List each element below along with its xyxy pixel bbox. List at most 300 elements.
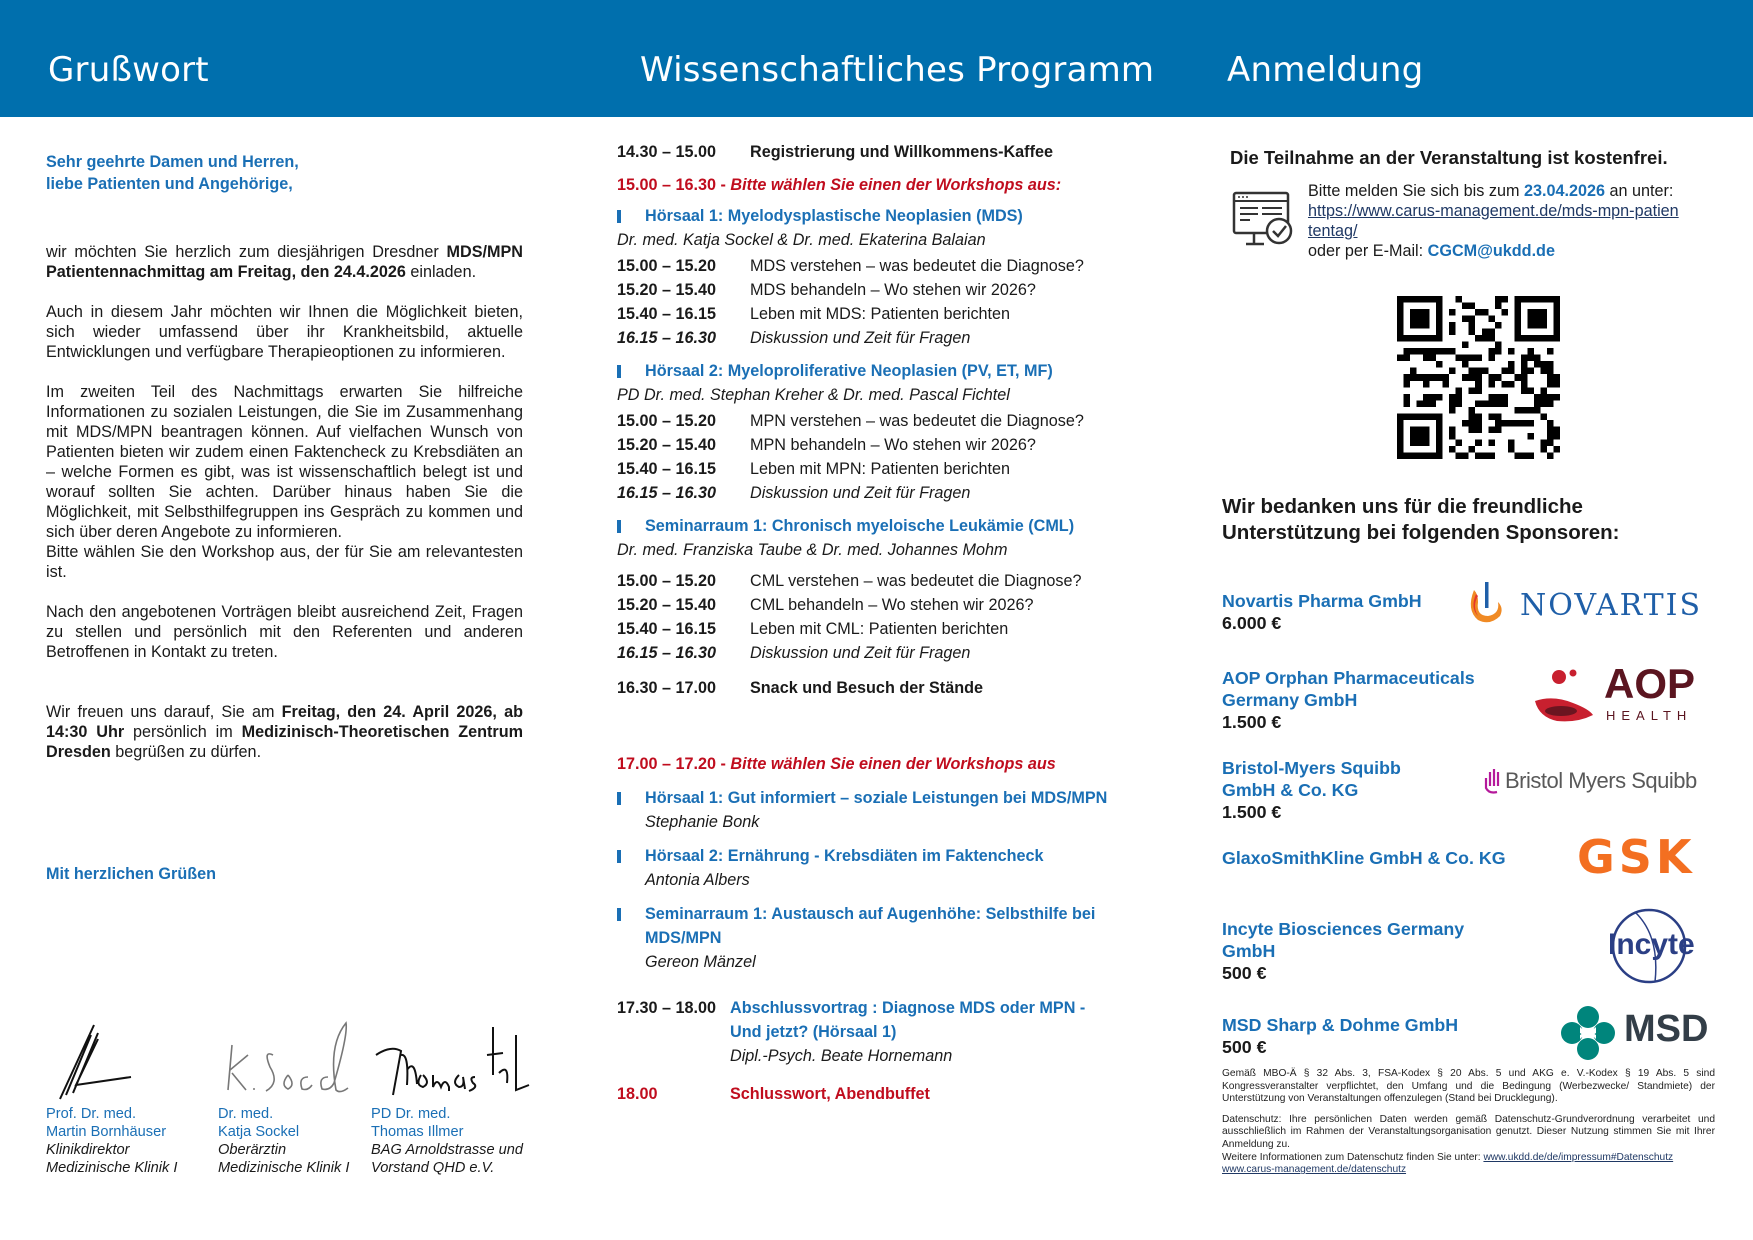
paragraph-invitation [46,242,523,282]
paragraph-time-questions: Nach den angebotenen Vorträgen bleibt ausreichend Zeit, Fragen zu stellen und persönlich mit den Referenten und anderen Betroffenen in Kontakt zu treten. [46,603,523,661]
workshop-title: Seminarraum 1: Chronisch myeloische Leukämie (CML) [645,517,1075,535]
deadline-date: 23.04.2026 [1523,182,1605,200]
workshop-title: Seminarraum 1: Austausch auf Augenhöhe: Selbsthilfe bei MDS/MPN [645,905,1096,947]
aop-logo-subtext: HEALTH [1606,708,1693,723]
aop-drop-icon [1533,665,1598,725]
schedule-row-snack [617,676,1177,700]
workshop-list-1 [617,204,1177,665]
closing-talk-speaker: Dipl.-Psych. Beate Hornemann [730,1047,953,1065]
qr-module [1553,426,1560,433]
qr-module [1475,309,1482,316]
block-instruction: Bitte wählen Sie einen der Workshops aus: [730,176,1062,194]
incyte-logo-text: Incyte [1608,928,1695,961]
deadline-text: Bitte melden Sie sich bis zum [1308,182,1524,200]
novartis-logo [1466,580,1506,631]
qr-module [1508,439,1515,446]
workshop-title-row [617,514,1177,538]
sponsor-amount: 6.000 € [1222,613,1282,633]
qr-module [1488,426,1495,433]
qr-module [1495,303,1502,310]
qr-module [1449,407,1456,414]
qr-module [1547,394,1554,401]
schedule-row-final [617,1082,1177,1106]
qr-module [1456,296,1463,303]
workshop-speakers: PD Dr. med. Stephan Kreher & Dr. med. Pascal Fichtel [617,386,1010,404]
closing-talk-title: Abschlussvortrag : Diagnose MDS oder MPN - Und jetzt? (Hörsaal 1) [730,999,1086,1041]
sponsor-name: AOP Orphan Pharmaceuticals Germany GmbH [1222,668,1475,710]
qr-module [1495,394,1502,401]
qr-module [1540,368,1547,375]
qr-module [1462,420,1469,427]
signatory-2 [218,1015,358,1177]
time-label: 18.00 [617,1085,658,1103]
qr-module [1462,316,1469,323]
qr-module [1521,420,1528,427]
bullet-bar-icon [617,792,621,805]
sponsor-amount: 1.500 € [1222,712,1282,732]
session-row [617,641,1177,665]
qr-module [1417,348,1424,355]
novartis-logo-text: NOVARTIS [1520,588,1703,623]
qr-module [1475,400,1482,407]
qr-module [1527,433,1534,440]
qr-module [1547,439,1554,446]
qr-module [1527,420,1534,427]
registration-url-link[interactable]: https://www.carus-management.de/mds-mpn-patiententag/ [1308,202,1679,240]
qr-module [1501,309,1508,316]
qr-module [1462,303,1469,310]
qr-module [1521,361,1528,368]
workshop-speaker: Antonia Albers [645,871,750,889]
paragraph-second-part: Im zweiten Teil des Nachmittags erwarten Sie hilfreiche Informationen zu sozialen Leistungen, die Sie im Zusammenhang mit MDS/MPN beantragen können. Auf vielfachen Wunsch von Patienten bieten wir zudem einen Faktencheck zu Krebsdiäten an – welche Formen es gibt, was ist wissenschaftlich belegt ist und worauf sollten Sie achten. Darüber hinaus haben Sie die Möglichkeit, mit Selbsthilfegruppen ins Gespräch zu kommen und sich über deren Angebote zu informieren. [46,383,523,541]
workshop-1 [617,204,1177,350]
invitation-event: MDS/MPN Patientennachmittag am Freitag, den 24.4.2026 [46,243,523,281]
qr-module [1527,348,1534,355]
workshop-title: Hörsaal 2: Ernährung - Krebsdiäten im Faktencheck [645,847,1044,865]
qr-module [1475,387,1482,394]
qr-module [1547,361,1554,368]
session-label: MDS behandeln – Wo stehen wir 2026? [750,281,1036,299]
signature-sockel-icon [218,1015,358,1105]
paragraph-welcome [46,702,523,762]
signatory-title: Prof. Dr. med. [46,1106,137,1122]
time-label: 14.30 – 15.00 [617,143,717,161]
qr-module [1423,400,1430,407]
msd-logo [1560,1005,1616,1066]
qr-module [1521,381,1528,388]
session-label: MDS verstehen – was bedeutet die Diagnose? [750,257,1084,275]
qr-module [1423,381,1430,388]
session-row [617,326,1177,350]
qr-module [1540,413,1547,420]
qr-module [1462,342,1469,349]
session-time: 16.15 – 16.30 [617,484,717,502]
workshop-title-row [617,204,1177,228]
qr-module [1404,381,1411,388]
qr-module [1547,400,1554,407]
qr-module [1553,374,1560,381]
sponsor-name: GlaxoSmithKline GmbH & Co. KG [1222,848,1506,868]
qr-module [1456,387,1463,394]
signatory-role: BAG Arnoldstrasse und [371,1142,523,1158]
ukdd-privacy-link[interactable]: www.ukdd.de/de/impressum#Datenschutz [1483,1151,1674,1163]
sponsor-amount: 500 € [1222,963,1267,983]
sponsors-heading: Wir bedanken uns für die freundliche Unterstützung bei folgenden Sponsoren: [1222,495,1620,544]
session-time: 15.20 – 15.40 [617,436,717,454]
qr-module [1404,400,1411,407]
qr-module [1475,374,1482,381]
qr-module [1469,420,1476,427]
qr-module [1469,322,1476,329]
qr-module [1527,355,1534,362]
qr-module [1488,329,1495,336]
closing-greeting: Mit herzlichen Grüßen [46,865,216,883]
qr-module [1417,374,1424,381]
qr-module [1456,452,1463,459]
session-row [617,457,1177,481]
qr-module [1547,381,1554,388]
salutation-line-1: Sehr geehrte Damen und Herren, [46,153,299,171]
qr-module [1482,368,1489,375]
email-link[interactable]: CGCM@ukdd.de [1427,242,1555,260]
qr-module [1527,368,1534,375]
session-time: 15.20 – 15.40 [617,281,717,299]
qr-module [1540,446,1547,453]
qr-module [1404,348,1411,355]
late-workshop-3 [617,902,1177,974]
session-label: Leben mit MPN: Patienten berichten [750,460,1011,478]
qr-module [1553,433,1560,440]
bms-hand-icon [1483,766,1503,796]
session-time: 16.15 – 16.30 [617,329,717,347]
late-workshop-1 [617,786,1177,834]
signatory-role: Oberärztin [218,1142,287,1158]
qr-module [1462,374,1469,381]
block-time: 15.00 – 16.30 [617,176,717,194]
qr-module [1534,407,1541,414]
bullet-bar-icon [617,365,621,378]
qr-module [1495,426,1502,433]
qr-module [1488,400,1495,407]
session-time: 15.00 – 15.20 [617,257,717,275]
qr-module [1547,348,1554,355]
qr-module [1488,335,1495,342]
signatory-title: PD Dr. med. [371,1106,451,1122]
bms-logo [1483,766,1503,801]
qr-module [1469,446,1476,453]
qr-module [1482,400,1489,407]
salutation-line-2: liebe Patienten und Angehörige, [46,175,293,193]
qr-module [1469,355,1476,362]
qr-module [1482,309,1489,316]
signatory-role: Klinikdirektor [46,1142,130,1158]
qr-module [1475,355,1482,362]
qr-module [1495,400,1502,407]
qr-module [1495,348,1502,355]
qr-module [1449,426,1456,433]
time-label: 16.30 – 17.00 [617,679,717,697]
qr-module [1508,446,1515,453]
signature-bornhaeuser-icon [46,1015,156,1105]
qr-module [1449,400,1456,407]
disclosure-note: Gemäß MBO-Ä § 32 Abs. 3, FSA-Kodex § 20 Abs. 5 und AKG e. V.-Kodex § 19 Abs. 5 sind Kongressveranstalter verpflichtet, den Umfang und die Bedingung (Werbezwecke/ Standmiete) der Unterstützung von Veranstaltungen offenzulegen (Stand bei Drucklegung). [1222,1068,1715,1105]
qr-module [1521,368,1528,375]
sponsor-amount: 500 € [1222,1037,1267,1057]
qr-module [1508,348,1515,355]
privacy-note: Datenschutz: Ihre persönlichen Daten werden gemäß Datenschutz-Grundverordnung verarbeitet und ausschließlich im Rahmen der Veranstaltungsorganisation genutzt. Dieser Nutzung stimmen Sie mit Ihrer Anmeldung zu. [1222,1113,1715,1150]
qr-module [1547,374,1554,381]
session-label: CML verstehen – was bedeutet die Diagnose? [750,572,1082,590]
qr-module [1488,316,1495,323]
qr-module [1508,361,1515,368]
qr-module [1482,452,1489,459]
email-line [1308,241,1683,261]
session-row [617,569,1177,593]
registration-info [1222,181,1717,261]
qr-module [1469,329,1476,336]
qr-module [1404,394,1411,401]
qr-module [1495,296,1502,303]
invitation-text: wir möchten Sie herzlich zum diesjährigen Dresdner [46,243,447,261]
bms-logo-text: Bristol Myers Squibb [1505,768,1697,793]
bullet-bar-icon [617,850,621,863]
program-column [617,140,1177,1106]
welcome-venue: Medizinisch-Theoretischen Zentrum Dresden [46,723,524,761]
session-label: Leben mit CML: Patienten berichten [750,620,1009,638]
qr-module [1547,426,1554,433]
session-time: 16.15 – 16.30 [617,644,717,662]
qr-module [1475,439,1482,446]
registration-deadline-line [1308,181,1683,201]
program-title: Wissenschaftliches Programm [640,50,1155,90]
session-time: 15.00 – 15.20 [617,412,717,430]
qr-module [1547,433,1554,440]
qr-module [1469,407,1476,414]
session-row [617,433,1177,457]
qr-module [1521,452,1528,459]
qr-module [1449,433,1456,440]
qr-module [1527,452,1534,459]
qr-module [1547,368,1554,375]
session-label: Registrierung und Willkommens-Kaffee [750,143,1053,161]
workshop-block-2-header [617,752,1177,776]
qr-module [1443,374,1450,381]
qr-module [1449,368,1456,375]
session-row [617,593,1177,617]
signature-illmer-icon [371,1015,531,1105]
qr-module [1508,381,1515,388]
qr-module [1508,368,1515,375]
qr-module [1475,368,1482,375]
welcome-text-3: begrüßen zu dürfen. [110,743,262,761]
qr-module [1462,355,1469,362]
qr-module [1514,407,1521,414]
carus-privacy-link[interactable]: www.carus-management.de/datenschutz [1222,1164,1407,1176]
qr-code-icon[interactable] [1397,296,1560,459]
session-label: MPN behandeln – Wo stehen wir 2026? [750,436,1036,454]
welcome-text-2: persönlich im [124,723,242,741]
qr-module [1462,361,1469,368]
qr-module [1410,368,1417,375]
signatory-role: Medizinische Klinik I [46,1160,178,1176]
signatory-role: Medizinische Klinik I [218,1160,350,1176]
qr-module [1501,381,1508,388]
workshop-speaker: Gereon Mänzel [645,953,756,971]
qr-module [1553,394,1560,401]
qr-module [1417,400,1424,407]
qr-module [1553,446,1560,453]
qr-module [1410,348,1417,355]
qr-module [1436,361,1443,368]
qr-module [1430,394,1437,401]
qr-module [1540,400,1547,407]
email-label: oder per E-Mail: [1308,242,1428,260]
qr-module [1449,322,1456,329]
qr-module [1475,452,1482,459]
aop-logo [1533,665,1598,730]
welcome-text: Wir freuen uns darauf, Sie am [46,703,282,721]
schedule-row-registration [617,140,1177,164]
qr-module [1553,381,1560,388]
session-row [617,254,1177,278]
qr-module [1469,316,1476,323]
workshop-title: Hörsaal 2: Myeloproliferative Neoplasien (PV, ET, MF) [645,362,1053,380]
qr-module [1475,426,1482,433]
qr-module [1404,374,1411,381]
session-label: Snack und Besuch der Stände [750,679,983,697]
signatory-name: Martin Bornhäuser [46,1124,167,1140]
qr-module [1456,439,1463,446]
time-label: 17.30 – 18.00 [617,999,717,1017]
signatory-role: Vorstand QHD e.V. [371,1160,495,1176]
signatory-name: Thomas Illmer [371,1124,464,1140]
msd-emblem-icon [1560,1005,1616,1061]
msd-logo-text: MSD [1624,1008,1709,1050]
registration-column [1222,145,1717,261]
qr-module [1456,355,1463,362]
qr-module [1469,303,1476,310]
qr-module [1410,374,1417,381]
qr-module [1430,348,1437,355]
paragraph-choose-workshop: Bitte wählen Sie den Workshop aus, der für Sie am relevantesten ist. [46,543,523,581]
qr-module [1508,420,1515,427]
session-row [617,302,1177,326]
block-instruction: Bitte wählen Sie einen der Workshops aus [730,755,1056,773]
computer-checkmark-icon [1232,191,1294,251]
qr-module [1501,394,1508,401]
qr-module [1488,381,1495,388]
workshop-3 [617,514,1177,665]
session-time: 15.20 – 15.40 [617,596,717,614]
workshop-speaker: Stephanie Bonk [645,813,760,831]
novartis-flame-icon [1466,580,1506,626]
signatory-name: Katja Sockel [218,1124,300,1140]
qr-module [1469,413,1476,420]
qr-module [1436,374,1443,381]
qr-module [1488,439,1495,446]
qr-module [1527,407,1534,414]
qr-module [1423,374,1430,381]
session-time: 15.40 – 16.15 [617,460,717,478]
qr-module [1475,381,1482,388]
sponsor-name: Bristol-Myers Squibb GmbH & Co. KG [1222,758,1401,800]
workshop-title-row [617,786,1177,810]
qr-module [1449,329,1456,336]
qr-module [1521,407,1528,414]
session-label: Leben mit MDS: Patienten berichten [750,305,1011,323]
workshop-list-2 [617,786,1177,974]
schedule-row-closing-talk [617,996,1177,1068]
invitation-end: einladen. [405,263,477,281]
qr-module [1436,348,1443,355]
session-time: 15.00 – 15.20 [617,572,717,590]
qr-module [1469,374,1476,381]
qr-module [1540,387,1547,394]
qr-module [1436,394,1443,401]
qr-module [1521,374,1528,381]
gsk-logo: GSK [1577,830,1696,884]
qr-module [1488,413,1495,420]
sponsor-name: Novartis Pharma GmbH [1222,591,1422,611]
qr-module [1534,400,1541,407]
qr-module [1488,394,1495,401]
qr-module [1423,355,1430,362]
deadline-text-end: an unter: [1604,182,1674,200]
session-time: 15.40 – 16.15 [617,620,717,638]
workshop-block-1-header [617,173,1177,197]
qr-module [1456,400,1463,407]
session-row [617,481,1177,505]
qr-module [1501,420,1508,427]
session-row [617,617,1177,641]
session-label: Diskussion und Zeit für Fragen [750,329,971,347]
qr-module [1501,400,1508,407]
qr-module [1495,420,1502,427]
paragraph-info: Auch in diesem Jahr möchten wir Ihnen die Möglichkeit bieten, sich wieder umfassend über ihr Krankheitsbild, aktuelle Entwicklungen und verfügbare Therapieoptionen zu informieren. [46,303,523,361]
signatory-1 [46,1015,177,1177]
qr-module [1482,329,1489,336]
qr-module [1443,348,1450,355]
qr-module [1443,381,1450,388]
qr-module [1469,368,1476,375]
block-separator: - [716,176,731,194]
bullet-bar-icon [617,210,621,223]
sponsor-name: Incyte Biosciences Germany GmbH [1222,919,1465,961]
qr-module [1456,394,1463,401]
qr-module [1469,426,1476,433]
qr-module [1488,452,1495,459]
welcome-date: Freitag, den 24. April 2026, ab 14:30 Uhr [46,703,523,741]
qr-module [1397,355,1404,362]
qr-module [1482,335,1489,342]
qr-module [1430,355,1437,362]
qr-module [1521,355,1528,362]
qr-module [1469,387,1476,394]
session-label: Diskussion und Zeit für Fragen [750,484,971,502]
qr-module [1404,355,1411,362]
workshop-title: Hörsaal 1: Gut informiert – soziale Leistungen bei MDS/MPN [645,789,1108,807]
block-time: 17.00 – 17.20 [617,755,717,773]
workshop-speakers: Dr. med. Katja Sockel & Dr. med. Ekaterina Balaian [617,231,986,249]
qr-module [1521,387,1528,394]
block-separator: - [716,755,731,773]
qr-module [1534,394,1541,401]
qr-module [1534,355,1541,362]
workshop-title: Hörsaal 1: Myelodysplastische Neoplasien (MDS) [645,207,1023,225]
qr-module [1547,420,1554,427]
session-row [617,409,1177,433]
registration-title: Anmeldung [1227,50,1424,90]
